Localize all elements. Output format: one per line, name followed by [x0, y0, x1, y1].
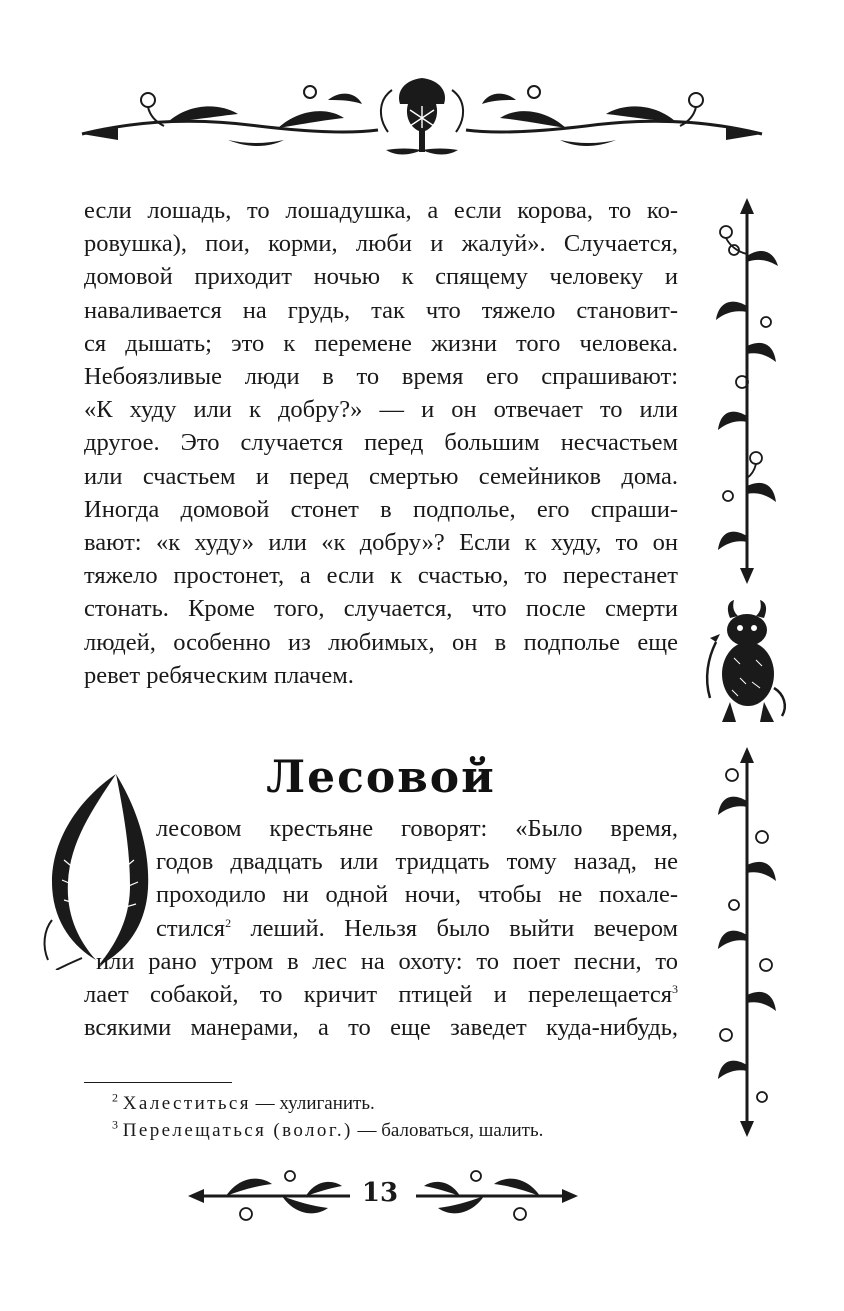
page-number: 13: [361, 1178, 399, 1208]
text-run: стился: [156, 914, 226, 942]
text-line: тяжело простонет, а если к счастью, то перестанет: [84, 562, 678, 590]
text-line: Иногда домовой стонет в подполье, его спраши-: [84, 495, 678, 523]
footnote-text: — хулиганить.: [250, 1093, 375, 1114]
footnote-item: [112, 1090, 692, 1117]
footnotes: [112, 1090, 692, 1144]
chapter-heading: Лесовой: [266, 752, 496, 803]
text-line: ся дышать; это к перемене жизни того человека.: [84, 329, 678, 357]
text-line: домовой приходит ночью к спящему человеку и: [84, 263, 678, 291]
footnote-term: Перелещаться (волог.): [122, 1120, 353, 1141]
text-line: проходило ни одной ночи, чтобы не похале-: [156, 881, 678, 909]
text-line: наваливается на грудь, так что тяжело становит-: [84, 296, 678, 324]
text-line: [156, 912, 678, 945]
imp-creature-icon: [700, 598, 792, 728]
text-line: или счастьем и перед смертью семейников дома.: [84, 462, 678, 490]
text-line: людей, особенно из любимых, он в подполье еще: [84, 628, 678, 656]
text-run: леший. Нельзя было выйти вечером: [231, 914, 678, 942]
footnote-item: [112, 1117, 692, 1144]
footnote-term: Халеститься: [122, 1093, 251, 1114]
arrow-vine-icon: [410, 1160, 580, 1232]
paragraph-lesovoy: [84, 812, 678, 1044]
footnote-text: — баловаться, шалить.: [352, 1120, 544, 1141]
text-line: другое. Это случается перед большим несчастьем: [84, 429, 678, 457]
footnote-divider: [84, 1082, 232, 1083]
text-line: ревет ребяческим плачем.: [84, 661, 354, 689]
footnote-number: 3: [112, 1117, 118, 1132]
text-line: или рано утром в лес на охоту: то поет песни, то: [96, 947, 678, 975]
text-line: годов двадцать или тридцать тому назад, не: [156, 848, 678, 876]
text-line: ровушка), пои, корми, люби и жалуй». Случается,: [84, 230, 678, 258]
text-line: если лошадь, то лошадушка, а если корова, то ко-: [84, 197, 678, 224]
vine-border-icon: [712, 745, 782, 1140]
paragraph-domovoy: [84, 194, 678, 692]
text-line: лесовом крестьяне говорят: «Было время,: [156, 815, 678, 842]
text-line: [84, 978, 678, 1011]
text-run: лает собакой, то кричит птицей и перелещается: [84, 981, 672, 1009]
footnote-ref[interactable]: 2: [225, 915, 232, 930]
text-line: вают: «к худу» или «к добру»? Если к худу, то он: [84, 529, 678, 557]
vine-border-icon: [712, 196, 782, 586]
text-line: Небоязливые люди в то время его спрашивают:: [84, 363, 678, 391]
thistle-ornament-icon: [78, 70, 766, 160]
text-line: «К худу или к добру?» — и он отвечает то или: [84, 396, 678, 424]
text-line: стонать. Кроме того, случается, что после смерти: [84, 595, 678, 623]
text-line: всякими манерами, а то еще заведет куда-нибудь,: [84, 1014, 678, 1042]
footnote-ref[interactable]: 3: [672, 981, 678, 996]
arrow-vine-icon: [186, 1160, 356, 1232]
footnote-number: 2: [112, 1090, 118, 1105]
